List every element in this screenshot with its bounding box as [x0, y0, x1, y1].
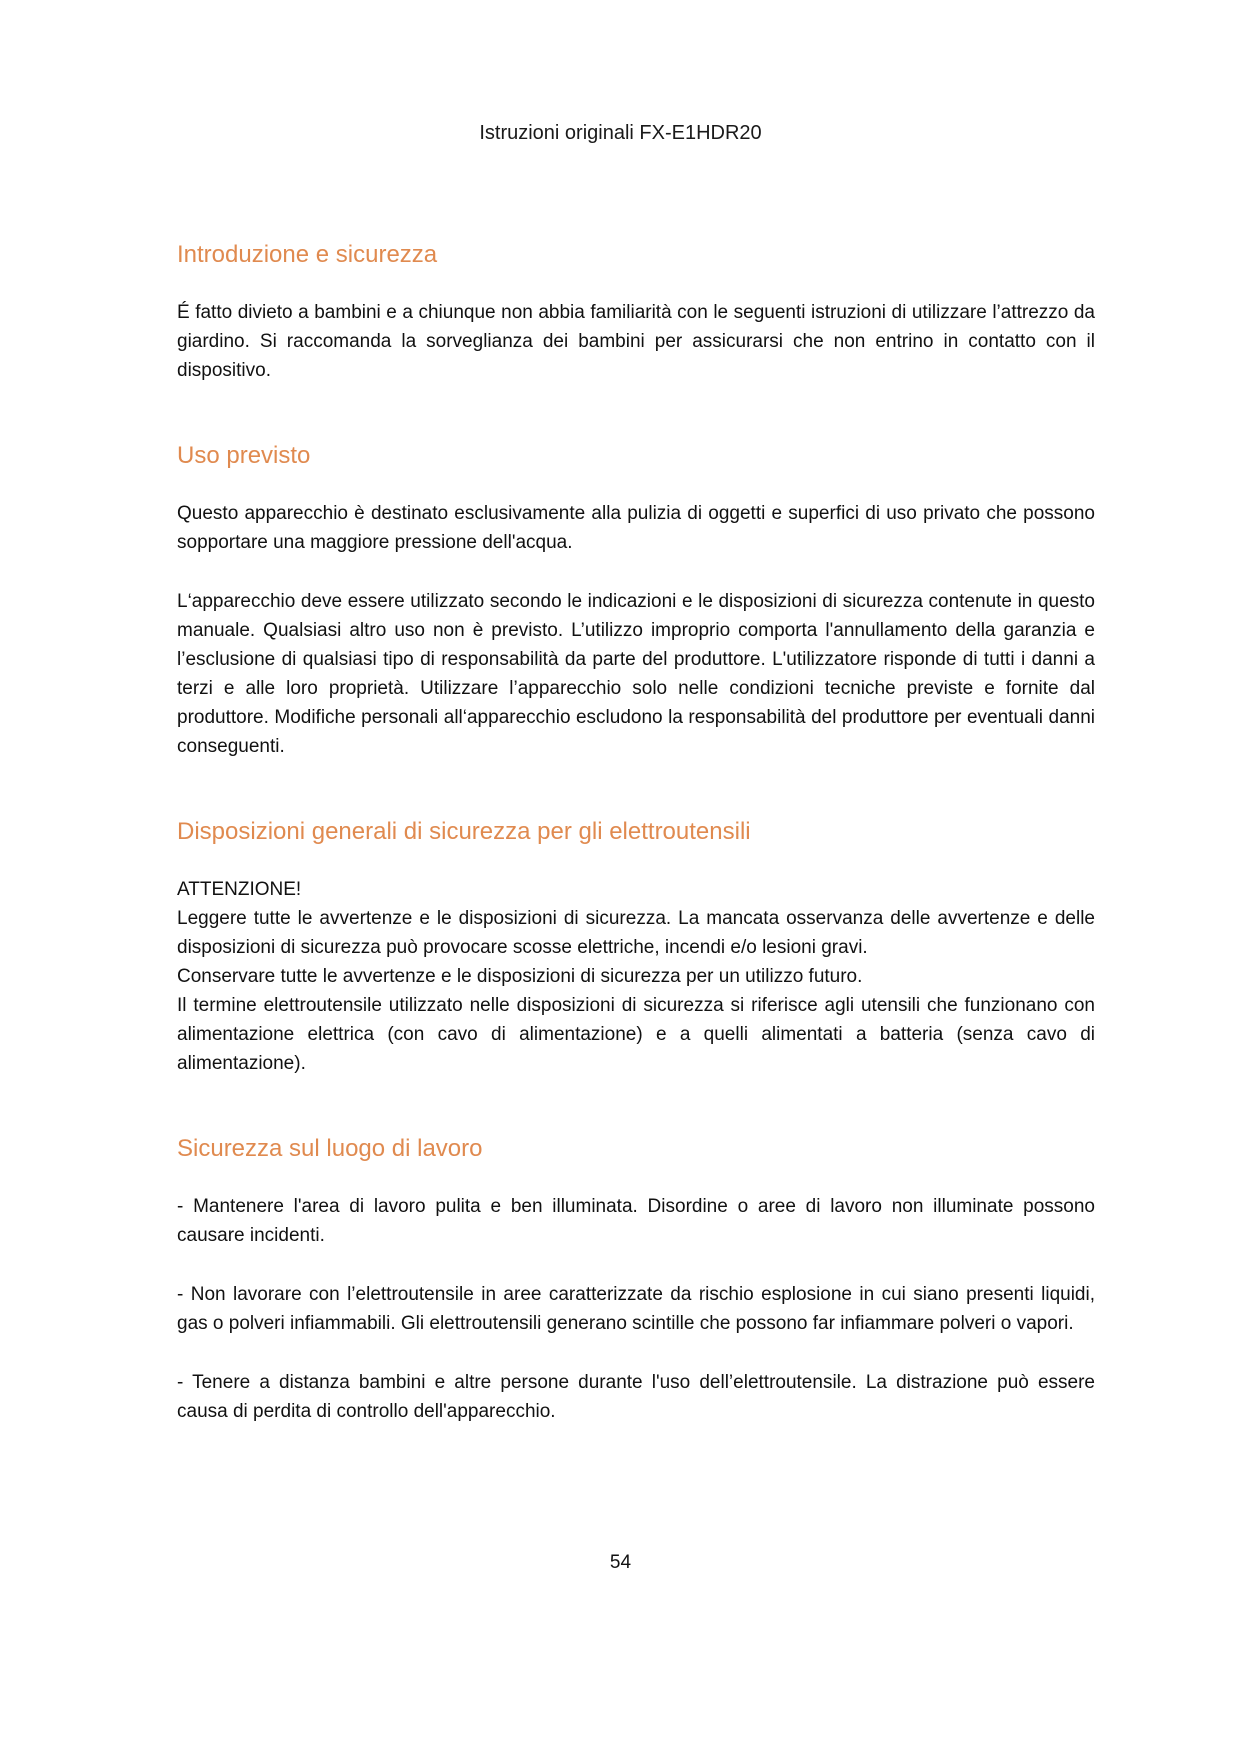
section-title: Uso previsto	[177, 442, 311, 469]
section-disposizioni-generali	[177, 817, 1095, 1078]
section-title: Introduzione e sicurezza	[177, 241, 438, 268]
section-title: Disposizioni generali di sicurezza per gli elettroutensili	[177, 818, 751, 845]
document-body	[177, 240, 1095, 1426]
paragraph: L‘apparecchio deve essere utilizzato secondo le indicazioni e le disposizioni di sicurezza contenute in questo manuale. Qualsiasi altro uso non è previsto. L’utilizzo improprio comporta l'annullamento della garanzia e l’esclusione di qualsiasi tipo di responsabilità da parte del produttore. L'utilizzatore risponde di tutti i danni a terzi e alle loro proprietà. Utilizzare l’apparecchio solo nelle condizioni tecniche previste e fornite dal produttore. Modifiche personali all‘apparecchio escludono la responsabilità del produttore per eventuali danni conseguenti.	[177, 591, 1095, 757]
warning-label: ATTENZIONE!	[177, 879, 302, 900]
section-sicurezza-luogo-lavoro	[177, 1134, 1095, 1426]
paragraph: É fatto divieto a bambini e a chiunque non abbia familiarità con le seguenti istruzioni di utilizzare l’attrezzo da giardino. Si raccomanda la sorveglianza dei bambini per assicurarsi che non entrino in contatto con il dispositivo.	[177, 302, 1095, 381]
list-item: - Mantenere l'area di lavoro pulita e ben illuminata. Disordine o aree di lavoro non illuminate possono causare incidenti.	[177, 1196, 1095, 1246]
page-number: 54	[609, 1552, 632, 1573]
paragraph: Il termine elettroutensile utilizzato nelle disposizioni di sicurezza si riferisce agli utensili che funzionano con alimentazione elettrica (con cavo di alimentazione) e a quelli alimentati a batteria (senza cavo di alimentazione).	[177, 995, 1095, 1074]
paragraph: Questo apparecchio è destinato esclusivamente alla pulizia di oggetti e superfici di uso privato che possono sopportare una maggiore pressione dell'acqua.	[177, 503, 1095, 553]
list-item: - Tenere a distanza bambini e altre persone durante l'uso dell’elettroutensile. La distrazione può essere causa di perdita di controllo dell'apparecchio.	[177, 1372, 1095, 1422]
section-title: Sicurezza sul luogo di lavoro	[177, 1135, 483, 1162]
list-item: - Non lavorare con l’elettroutensile in aree caratterizzate da rischio esplosione in cui siano presenti liquidi, gas o polveri infiammabili. Gli elettroutensili generano scintille che possono far infiammare polveri o vapori.	[177, 1284, 1095, 1334]
section-introduzione	[177, 240, 1095, 385]
paragraph: Leggere tutte le avvertenze e le disposizioni di sicurezza. La mancata osservanza delle avvertenze e delle disposizioni di sicurezza può provocare scosse elettriche, incendi e/o lesioni gravi.	[177, 908, 1095, 958]
paragraph: Conservare tutte le avvertenze e le disposizioni di sicurezza per un utilizzo futuro.	[177, 966, 863, 987]
section-uso-previsto	[177, 441, 1095, 761]
document-header: Istruzioni originali FX-E1HDR20	[479, 122, 762, 144]
